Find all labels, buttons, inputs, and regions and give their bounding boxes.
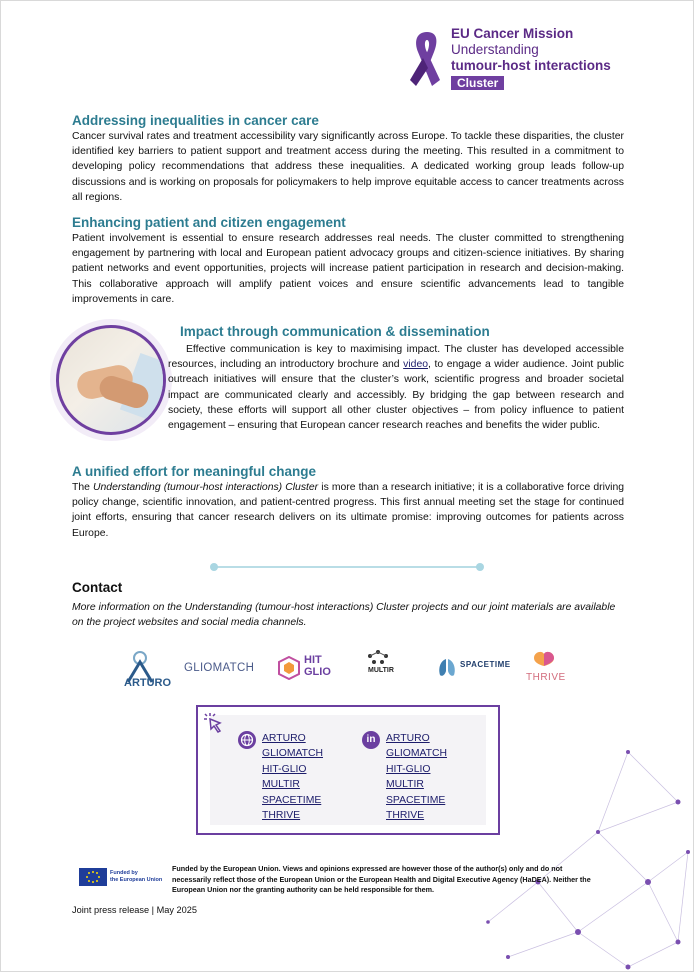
- partner-logos: [118, 648, 578, 688]
- contact-text: More information on the Understanding (tumour-host interactions) Cluster projects and our joint materials are available on the project websites and social media channels.: [72, 602, 616, 629]
- linkedin-link-thrive[interactable]: THRIVE: [386, 810, 425, 822]
- body-text-start: Effective communication is key to maximising impact. The cluster has developed accessible resources, including an introductory brochure and: [168, 344, 624, 371]
- section-heading: A unified effort for meaningful change: [72, 464, 317, 479]
- linkedin-link-multir[interactable]: MULTIR: [386, 779, 424, 791]
- logo-subtitle-bold: tumour-host interactions: [451, 58, 611, 73]
- spacetime-logo[interactable]: SPACETIME: [436, 648, 510, 688]
- video-link[interactable]: video: [403, 359, 428, 371]
- linkedin-link-arturo[interactable]: ARTURO: [386, 733, 430, 744]
- section-heading: Enhancing patient and citizen engagement: [72, 215, 346, 230]
- svg-text:MULTIR: MULTIR: [368, 667, 394, 674]
- divider-dot: [476, 563, 484, 571]
- website-link-thrive[interactable]: THRIVE: [262, 810, 301, 822]
- divider-dot: [210, 563, 218, 571]
- funding-disclaimer: Funded by the European Union. Views and opinions expressed are however those of the author(s) only and do not necessarily reflect those of the European Union or the European Health and Digital Executive Agency (HaDEA). Neither the European Union nor the granting authority can be held responsible for them.: [172, 864, 591, 894]
- divider: [214, 566, 480, 568]
- body-text-start: The: [72, 482, 94, 493]
- svg-text:ARTURO: ARTURO: [124, 677, 172, 688]
- section-heading: Impact through communication & dissemination: [180, 324, 490, 339]
- links-box: [196, 705, 500, 835]
- contact-title: Contact: [72, 580, 123, 595]
- website-link-spacetime[interactable]: SPACETIME: [262, 794, 322, 806]
- section-inequalities: [72, 113, 624, 205]
- eu-funding-label: [110, 870, 162, 883]
- section-body: [72, 480, 624, 541]
- website-link-multir[interactable]: MULTIR: [262, 779, 300, 791]
- hit-glio-logo[interactable]: HIT GLIO: [278, 648, 338, 688]
- linkedin-link-spacetime[interactable]: SPACETIME: [386, 794, 446, 806]
- body-text-end: , to engage a wider audience. Joint public outreach initiatives will ensure that the cluster’s work, scientific progress and broader societal impact are communicated clearly and accessibly. By bridging the gap between research and society, these efforts will support all other cluster objectives – from policy influence to patient engagement – ensuring that European cancer research reaches and benefits the wider public.: [168, 359, 624, 432]
- linkedin-icon: in: [362, 731, 380, 749]
- click-cursor-icon: [202, 711, 228, 737]
- section-unified-effort: [72, 464, 624, 541]
- eu-label-line1: Funded by: [110, 870, 138, 876]
- section-heading: Addressing inequalities in cancer care: [72, 113, 319, 128]
- gliomatch-logo[interactable]: GLIOMATCH: [184, 662, 255, 674]
- section-body: Cancer survival rates and treatment accessibility vary significantly across Europe. To tackle these disparities, the cluster identified key barriers to patient support and treatment access during the meeting. This resulted in a commitment to developing policy recommendations that address these inequalities. A dedicated working group leads follow-up discussions and is working on proposals for policymakers to help improve equitable access to cancer treatments across all regions.: [72, 131, 624, 203]
- footer-note: Joint press release | May 2025: [72, 905, 197, 915]
- multir-logo[interactable]: [362, 648, 402, 688]
- globe-icon: [238, 731, 256, 749]
- eu-label-line2: the European Union: [110, 876, 163, 883]
- section-communication: [180, 324, 624, 340]
- website-link-hit-glio[interactable]: HIT-GLIO: [262, 763, 307, 775]
- website-link-gliomatch[interactable]: GLIOMATCH: [262, 748, 323, 760]
- section-engagement: [72, 215, 624, 307]
- logo-badge: Cluster: [451, 76, 504, 90]
- cluster-logo: [408, 26, 628, 92]
- cluster-name: Understanding (tumour-host interactions) Cluster: [93, 482, 319, 493]
- website-links: [262, 731, 323, 823]
- linkedin-links: [386, 731, 447, 823]
- website-link-arturo[interactable]: ARTURO: [262, 733, 306, 744]
- logo-subtitle: Understanding: [451, 42, 539, 57]
- linkedin-link-hit-glio[interactable]: HIT-GLIO: [386, 763, 431, 775]
- section-body: [168, 342, 624, 433]
- hands-photo: [50, 319, 172, 441]
- thrive-logo[interactable]: THRIVE: [524, 648, 568, 688]
- network-decoration: [478, 742, 694, 972]
- linkedin-link-gliomatch[interactable]: GLIOMATCH: [386, 748, 447, 760]
- eu-flag-icon: [79, 868, 107, 886]
- logo-title: EU Cancer Mission: [451, 26, 574, 41]
- section-body: Patient involvement is essential to ensure research addresses real needs. The cluster committed to strengthening engagement by partnering with local and European patient advocacy groups and citizen-science initiatives. By sharing patient networks and event opportunities, projects will increase patient participation in research and decision-making. This collaborative approach will amplify patient voices and ensure scientific advancements lead to tangible improvements in care.: [72, 233, 624, 305]
- arturo-logo[interactable]: [118, 648, 174, 688]
- body-text-end: is more than a research initiative; it is a collaborative force driving policy change, scientific innovation, and patient-centred progress. This first annual meeting set the stage for continued joint efforts, ensuring that cancer research delivers on its ultimate promise: improving outcomes for patients across Europe.: [72, 482, 625, 539]
- cancer-ribbon-icon: [408, 28, 446, 90]
